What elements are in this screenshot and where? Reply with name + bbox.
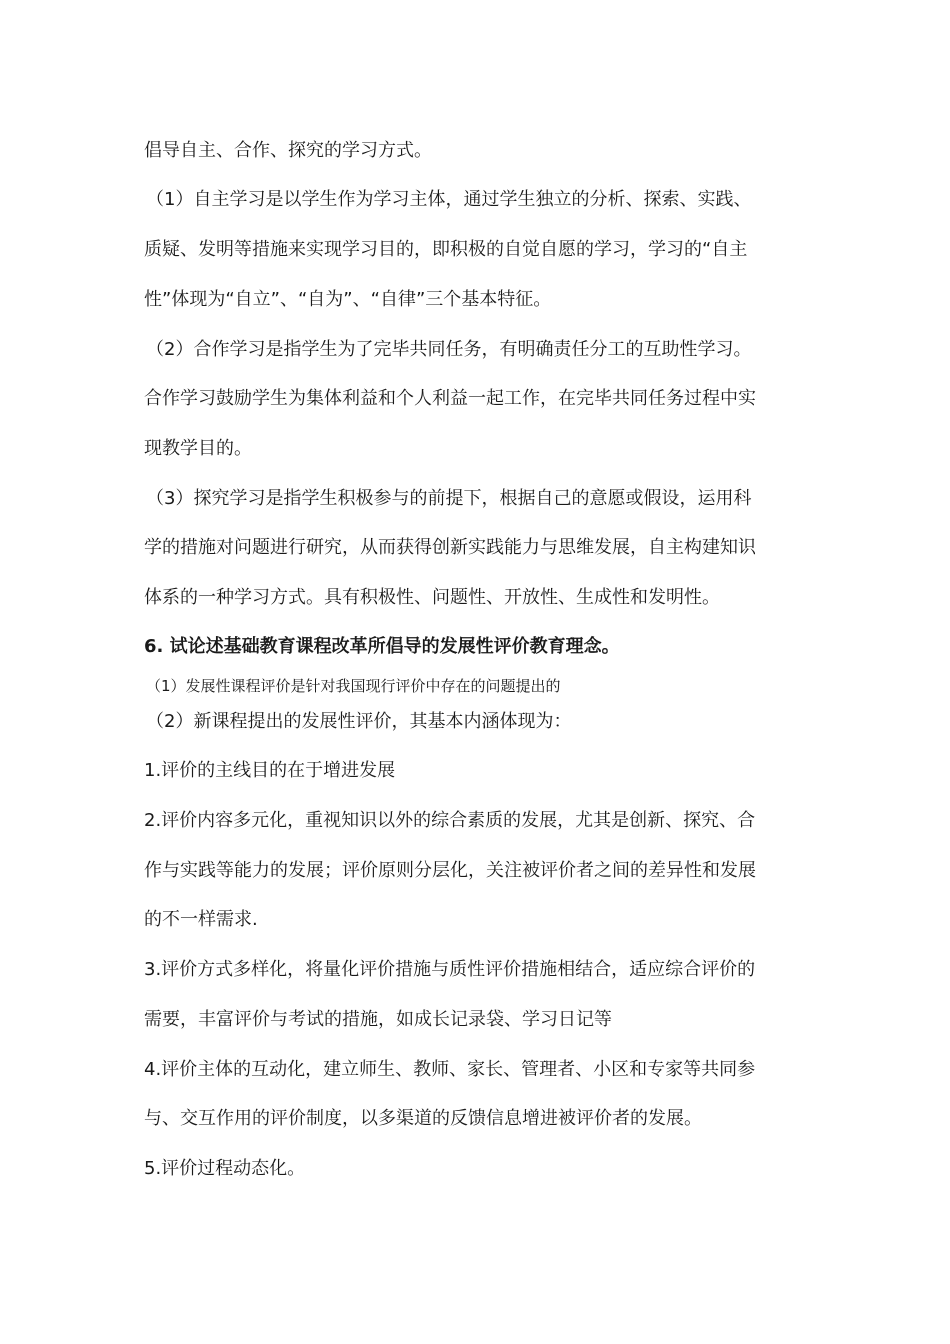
paragraph-line: 2.评价内容多元化，重视知识以外的综合素质的发展，尤其是创新、探究、合 <box>144 810 756 831</box>
paragraph-line: 倡导自主、合作、探究的学习方式。 <box>144 140 432 161</box>
paragraph-line: 现教学目的。 <box>144 438 252 459</box>
paragraph-line: 作与实践等能力的发展；评价原则分层化，关注被评价者之间的差异性和发展 <box>144 860 756 881</box>
paragraph-line: 5.评价过程动态化。 <box>144 1158 306 1179</box>
paragraph-line: 质疑、发明等措施来实现学习目的，即积极的自觉自愿的学习，学习的“自主 <box>144 239 748 260</box>
paragraph-line: 需要，丰富评价与考试的措施，如成长记录袋、学习日记等 <box>144 1009 612 1030</box>
paragraph-line: 的不一样需求. <box>144 909 258 930</box>
paragraph-line: 1.评价的主线目的在于增进发展 <box>144 760 396 781</box>
paragraph-line: 与、交互作用的评价制度，以多渠道的反馈信息增进被评价者的发展。 <box>144 1108 702 1129</box>
paragraph-line: 4.评价主体的互动化，建立师生、教师、家长、管理者、小区和专家等共同参 <box>144 1059 756 1080</box>
paragraph-line: （2）新课程提出的发展性评价，其基本内涵体现为： <box>146 711 572 732</box>
paragraph-line: 3.评价方式多样化，将量化评价措施与质性评价措施相结合，适应综合评价的 <box>144 959 756 980</box>
paragraph-line: （1）自主学习是以学生作为学习主体，通过学生独立的分析、探索、实践、 <box>146 189 752 210</box>
paragraph-line: （3）探究学习是指学生积极参与的前提下，根据自己的意愿或假设，运用科 <box>146 488 752 509</box>
paragraph-line: 体系的一种学习方式。具有积极性、问题性、开放性、生成性和发明性。 <box>144 587 720 608</box>
question-heading: 6. 试论述基础教育课程改革所倡导的发展性评价教育理念。 <box>144 636 620 657</box>
paragraph-line: 学的措施对问题进行研究，从而获得创新实践能力与思维发展，自主构建知识 <box>144 537 756 558</box>
small-paragraph-line: （1）发展性课程评价是针对我国现行评价中存在的问题提出的 <box>146 677 561 695</box>
paragraph-line: （2）合作学习是指学生为了完毕共同任务，有明确责任分工的互助性学习。 <box>146 339 752 360</box>
paragraph-line: 合作学习鼓励学生为集体利益和个人利益一起工作，在完毕共同任务过程中实 <box>144 388 756 409</box>
paragraph-line: 性”体现为“自立”、“自为”、“自律”三个基本特征。 <box>144 289 552 310</box>
